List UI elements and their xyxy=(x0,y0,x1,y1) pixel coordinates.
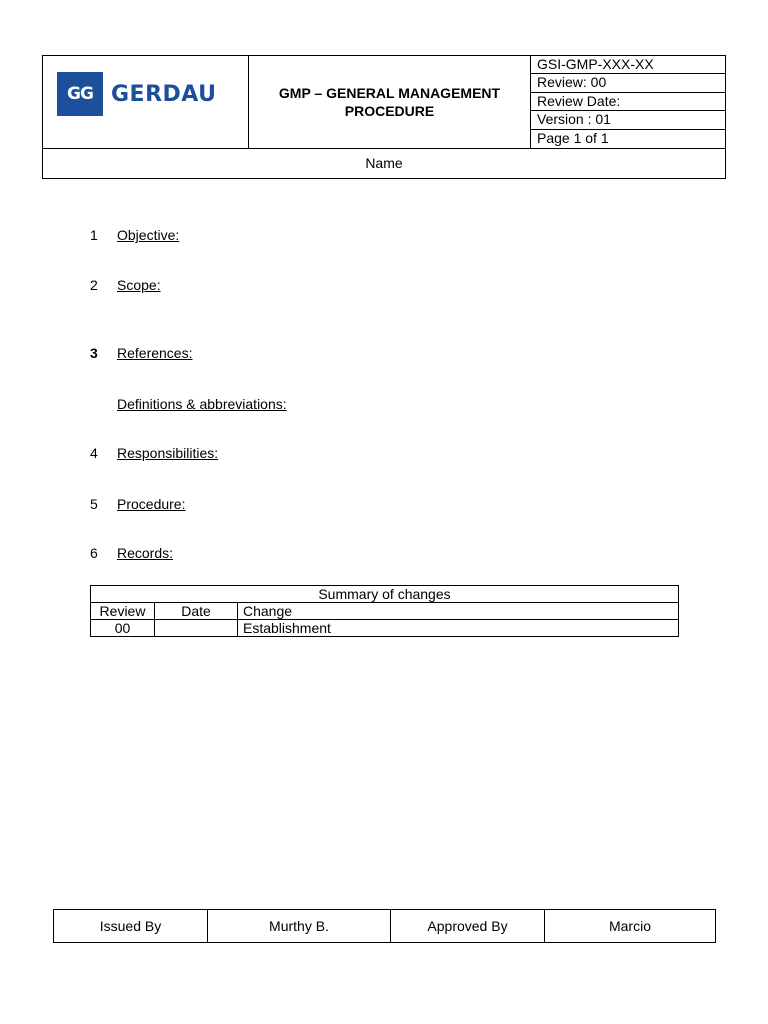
issued-by-label: Issued By xyxy=(54,910,208,943)
section-responsibilities xyxy=(90,445,218,461)
section-label: Scope: xyxy=(117,277,161,293)
section-label: Procedure: xyxy=(117,496,186,512)
approved-by-name: Marcio xyxy=(545,910,716,943)
section-number: 4 xyxy=(90,445,98,461)
section-references xyxy=(90,345,192,361)
section-label: Records: xyxy=(117,545,174,561)
section-objective xyxy=(90,227,179,243)
section-records xyxy=(90,545,173,561)
doc-code: GSI-GMP-XXX-XX xyxy=(531,56,725,74)
section-procedure xyxy=(90,496,185,512)
gerdau-logo xyxy=(57,72,217,116)
gerdau-logo-text: GERDAU xyxy=(111,81,217,107)
version: Version : 01 xyxy=(531,111,725,129)
section-label: Objective: xyxy=(117,227,180,243)
section-label: Definitions & abbreviations: xyxy=(117,396,287,412)
column-header-change: Change xyxy=(238,603,679,620)
approval-footer-table xyxy=(53,909,716,943)
document-name: Name xyxy=(43,148,725,178)
section-number: 6 xyxy=(90,545,98,561)
section-number: 5 xyxy=(90,496,98,512)
cell-review: 00 xyxy=(91,620,155,637)
section-definitions xyxy=(90,396,287,412)
section-scope xyxy=(90,277,161,293)
column-header-date: Date xyxy=(155,603,238,620)
document-meta xyxy=(531,56,725,148)
section-number: 3 xyxy=(90,345,98,361)
cell-date xyxy=(155,620,238,637)
cell-change: Establishment xyxy=(238,620,679,637)
review-date: Review Date: xyxy=(531,93,725,111)
issued-by-name: Murthy B. xyxy=(208,910,391,943)
approved-by-label: Approved By xyxy=(391,910,545,943)
document-title: GMP – GENERAL MANAGEMENT PROCEDURE xyxy=(249,56,531,148)
summary-of-changes-table xyxy=(90,585,679,637)
table-caption-row xyxy=(91,586,679,603)
page-number: Page 1 of 1 xyxy=(537,129,609,146)
table-header-row xyxy=(91,603,679,620)
footer-row xyxy=(54,910,716,943)
logo-cell xyxy=(43,56,249,148)
section-number: 2 xyxy=(90,277,98,293)
document-header xyxy=(42,55,726,179)
section-label: Responsibilities: xyxy=(117,445,219,461)
column-header-review: Review xyxy=(91,603,155,620)
section-label: References: xyxy=(117,345,193,361)
gerdau-logo-icon: GG xyxy=(57,72,103,116)
table-caption: Summary of changes xyxy=(91,586,679,603)
section-number: 1 xyxy=(90,227,98,243)
review-number: Review: 00 xyxy=(531,74,725,92)
table-row xyxy=(91,620,679,637)
